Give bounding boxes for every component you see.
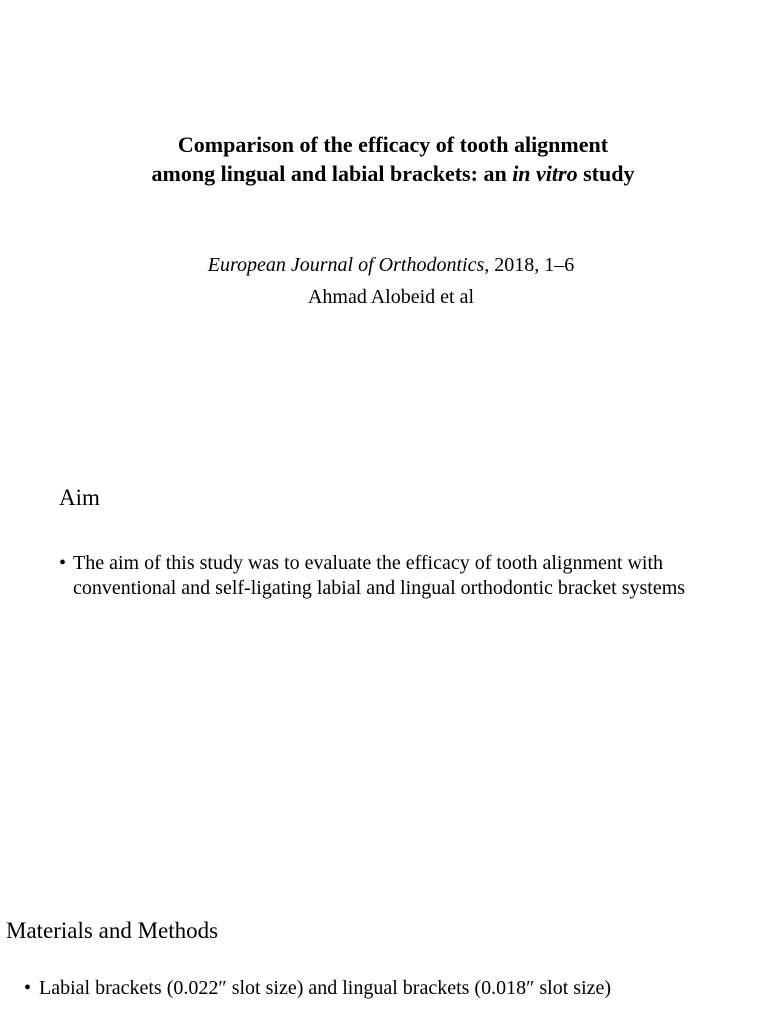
- methods-bullet-text: Labial brackets (0.022″ slot size) and lingual brackets (0.018″ slot size): [39, 977, 612, 999]
- aim-bullet-text: The aim of this study was to evaluate the efficacy of tooth alignment with conventional and self-ligating labial and lingual orthodontic bracket systems: [73, 552, 686, 599]
- bullet-icon: •: [59, 552, 67, 574]
- title-line-2: [0, 159, 768, 188]
- title-line-2-start: among lingual and labial brackets: an: [151, 161, 513, 186]
- journal-line: [0, 250, 768, 280]
- paper-title: [0, 130, 768, 188]
- title-line-1: Comparison of the efficacy of tooth alignment: [177, 132, 609, 157]
- aim-heading: Aim: [59, 485, 100, 510]
- bullet-icon: •: [24, 977, 32, 999]
- citation-block: [0, 250, 768, 312]
- methods-bullet-item: [24, 976, 764, 1001]
- authors: Ahmad Alobeid et al: [307, 286, 475, 308]
- title-line-2-end: study: [577, 161, 635, 186]
- journal-details: , 2018, 1–6: [484, 254, 575, 276]
- title-italic-term: in vitro: [512, 161, 578, 186]
- journal-name: European Journal of Orthodontics: [207, 254, 485, 276]
- methods-heading: Materials and Methods: [6, 918, 219, 943]
- aim-bullet-item: [59, 551, 719, 601]
